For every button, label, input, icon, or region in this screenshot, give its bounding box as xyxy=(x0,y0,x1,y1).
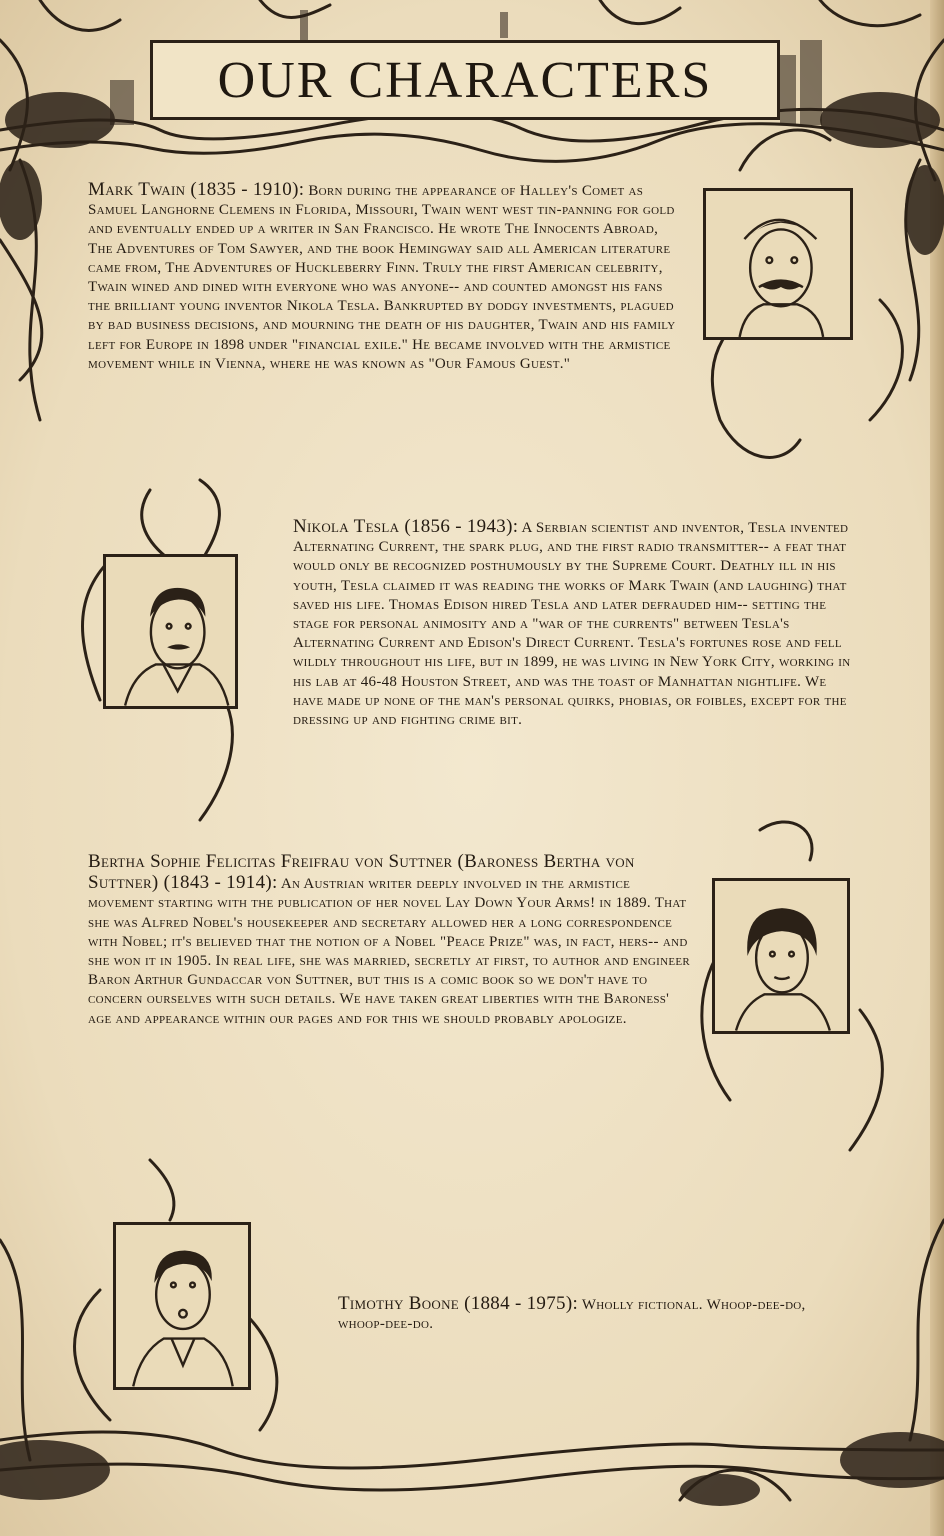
portrait-bertha-von-suttner xyxy=(712,878,850,1034)
bio-text: A Serbian scientist and inventor, Tesla invented Alternating Current, the spark plug, and the first radio transmitter-- a feat that would only be recognized posthumously by the Supreme Court. Deathly ill in his youth, Tesla claimed it was reading the works of Mark Twain (and laughing) that saved his life. Thomas Edison hired Tesla and later defrauded him-- setting the stage for personal animosity and a "war of the currents" between Tesla's Alternating Current and Edison's Direct Current. Tesla's fortunes rose and fell wildly throughout his life, but in 1899, he was living in New York City, working in his lab at 46-48 Houston Street, and was the toast of Manhattan nightlife. We have made up none of the man's personal quirks, phobias, or foibles, except for the dressing up and fighting crime bit. xyxy=(293,520,851,729)
bio-timothy-boone xyxy=(338,1294,808,1334)
bio-name: Timothy Boone (1884 - 1975): xyxy=(338,1293,579,1314)
portrait-nikola-tesla xyxy=(103,554,238,709)
bio-bertha-von-suttner xyxy=(88,852,696,1029)
young-man-portrait-icon xyxy=(106,557,235,706)
woman-portrait-icon xyxy=(715,881,847,1031)
title-banner xyxy=(150,40,780,120)
bio-name: Nikola Tesla (1856 - 1943): xyxy=(293,516,519,537)
bio-mark-twain xyxy=(88,180,683,374)
boy-portrait-icon xyxy=(116,1225,248,1387)
bio-name: Mark Twain (1835 - 1910): xyxy=(88,179,305,200)
bio-nikola-tesla xyxy=(293,517,858,730)
bio-text: Wholly fictional. Whoop-dee-do, whoop-dee-do. xyxy=(338,1297,806,1333)
bio-text: Born during the appearance of Halley's Comet as Samuel Langhorne Clemens in Florida, Missouri, Twain went west tin-panning for gold and eventually ended up a writer in San Francisco. He wrote The Innocents Abroad, The Adventures of Tom Sawyer, and the book Hemingway said all American literature came from, The Adventures of Huckleberry Finn. Truly the first American celebrity, Twain wined and dined with everyone who was anyone-- and counted amongst his fans the brilliant young inventor Nikola Tesla. Bankrupted by dodgy investments, plagued by bad business decisions, and mourning the death of his daughter, Twain and his family left for Europe in 1898 under "financial exile." He became involved with the armistice movement while in Vienna, where he was known as "Our Famous Guest." xyxy=(88,183,676,372)
portrait-mark-twain xyxy=(703,188,853,340)
bio-name: Bertha Sophie Felicitas Freifrau von Suttner (Baroness Bertha von Suttner) (1843 - 1914): xyxy=(88,851,635,894)
bio-text: An Austrian writer deeply involved in the armistice movement starting with the publication of her novel Lay Down Your Arms! in 1889. That she was Alfred Nobel's housekeeper and secretary allowed her a long correspondence with Nobel; it's believed that the notion of a Nobel "Peace Prize" was, in fact, hers-- and she won it in 1905. In real life, she was married, secretly at first, to author and engineer Baron Arthur Gundaccar von Suttner, but this is a comic book so we don't have to concern ourselves with such details. We have taken great liberties with the Baroness' age and appearance within our pages and for this we should probably apologize. xyxy=(88,876,691,1027)
page-title: OUR CHARACTERS xyxy=(217,51,713,109)
portrait-timothy-boone xyxy=(113,1222,251,1390)
mustached-man-portrait-icon xyxy=(706,191,850,337)
